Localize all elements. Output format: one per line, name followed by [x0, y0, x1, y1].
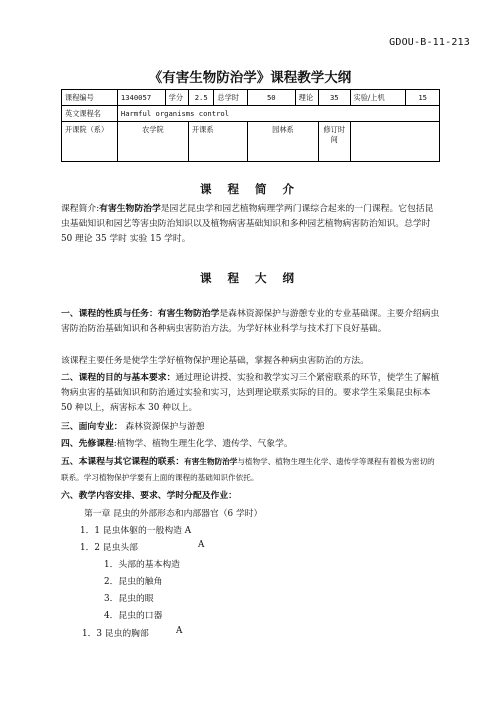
offering-dept-value: 园林系 — [247, 122, 318, 162]
document-code: GDOU-B-11-213 — [389, 37, 470, 48]
item-1-3-level: A — [176, 626, 183, 636]
revision-time-label-line1: 修订时 — [323, 125, 346, 134]
intro-lead: 课程简介: — [61, 204, 100, 214]
section-5-label: 五、本课程与其它课程的联系： — [61, 457, 185, 467]
course-code-label: 课程编号 — [62, 90, 118, 106]
section-2-label: 二、课程的目的与基本要求： — [61, 373, 176, 383]
section-3-label: 三、面向专业： — [61, 422, 123, 432]
course-code-value: 1340057 — [117, 90, 165, 106]
item-1-1: 1．1 昆虫体躯的一般构造 A — [80, 526, 192, 536]
outline-section-4 — [61, 437, 441, 452]
course-info-row-3 — [62, 122, 440, 162]
theory-hours-value: 35 — [319, 90, 351, 106]
sub-item-4: 4．昆虫的口器 — [104, 611, 163, 621]
total-hours-value: 50 — [247, 90, 295, 106]
offering-college-label: 开课院（系） — [62, 122, 118, 162]
sub-item-2: 2．昆虫的触角 — [104, 577, 163, 587]
intro-bold-course: 有害生物防治学 — [99, 204, 161, 214]
course-info-row-1 — [62, 90, 440, 106]
section-4-text: :植物学、植物生理生化学、遗传学、气象学。 — [113, 439, 293, 449]
section-6-label: 六、教学内容安排、要求、学时分配及作业： — [61, 491, 237, 501]
item-1-2: 1．2 昆虫头部 — [80, 543, 138, 553]
revision-time-value — [350, 122, 439, 162]
english-name-label: 英文课程名 — [62, 106, 118, 122]
lab-label: 实验/上机 — [350, 90, 406, 106]
course-info-table — [61, 89, 440, 162]
chapter-1-title: 第一章 昆虫的外部形态和内部器官（6 学时） — [84, 509, 263, 519]
offering-dept-label: 开课系 — [188, 122, 247, 162]
course-info-row-2 — [62, 106, 440, 122]
section-5-bold: 有害生物防治学 — [184, 457, 238, 466]
theory-label: 理论 — [295, 90, 318, 106]
sub-item-3: 3．昆虫的眼 — [104, 594, 154, 604]
credit-value: 2.5 — [188, 90, 213, 106]
outline-heading: 课 程 大 纲 — [199, 271, 300, 285]
outline-section-2 — [61, 371, 441, 416]
section-1-bold: 有害生物防治学 — [157, 309, 220, 319]
section-1-extra: 该课程主要任务是使学生学好植物保护理论基础，掌握各种病虫害防治的方法。 — [61, 356, 369, 366]
english-name-value: Harmful organisms control — [117, 106, 439, 122]
section-1-text: 是森林资源保护与游憩专业的专业基础课。主要介绍病虫害防治防治基础知识和各种病虫害防治方法。为学好林业科学与技术打下良好基础。 — [61, 309, 440, 334]
intro-text: 是园艺昆虫学和园艺植物病理学两门课综合起来的一门课程。它包括昆虫基础知识和园艺等害虫防治知识以及植物病害基础知识和多种园艺植物病害防治知识。总学时 50 理论 35 学时 实验 15 学时。 — [61, 204, 434, 244]
section-4-label: 四、先修课程 — [61, 439, 114, 449]
section-2-text: 通过理论讲授、实验和教学实习三个紧密联系的环节，使学生了解植物病虫害的基础知识和防治通过实验和实习，达到理论联系实际的目的。要求学生采集昆虫标本 50 种以上，病害标本 30 种以上。 — [61, 373, 440, 413]
item-1-3: 1．3 昆虫的胸部 — [82, 629, 149, 639]
offering-college-value: 农学院 — [117, 122, 188, 162]
intro-paragraph — [61, 202, 441, 247]
outline-section-3 — [61, 420, 441, 435]
outline-section-1 — [61, 307, 441, 337]
revision-time-label — [319, 122, 351, 162]
total-hours-label: 总学时 — [214, 90, 248, 106]
document-title: 《有害生物防治学》课程教学大纲 — [148, 70, 352, 86]
item-1-2-level: A — [198, 540, 205, 550]
section-3-text: 森林资源保护与游憩 — [122, 422, 205, 432]
lab-hours-value: 15 — [406, 90, 440, 106]
section-1-label: 一、课程的性质与任务： — [61, 309, 158, 319]
intro-heading: 课 程 简 介 — [199, 182, 300, 196]
sub-item-1: 1．头部的基本构造 — [104, 560, 180, 570]
section-5-text: 与植物学、植物生理生化学、遗传学等课程有着极为密切的联系。学习植物保护学要有上面的课程的基础知识作依托。 — [61, 457, 435, 482]
revision-time-label-line2: 间 — [330, 135, 338, 144]
outline-section-5 — [61, 454, 441, 486]
credit-label: 学分 — [165, 90, 188, 106]
outline-section-6 — [61, 489, 441, 504]
